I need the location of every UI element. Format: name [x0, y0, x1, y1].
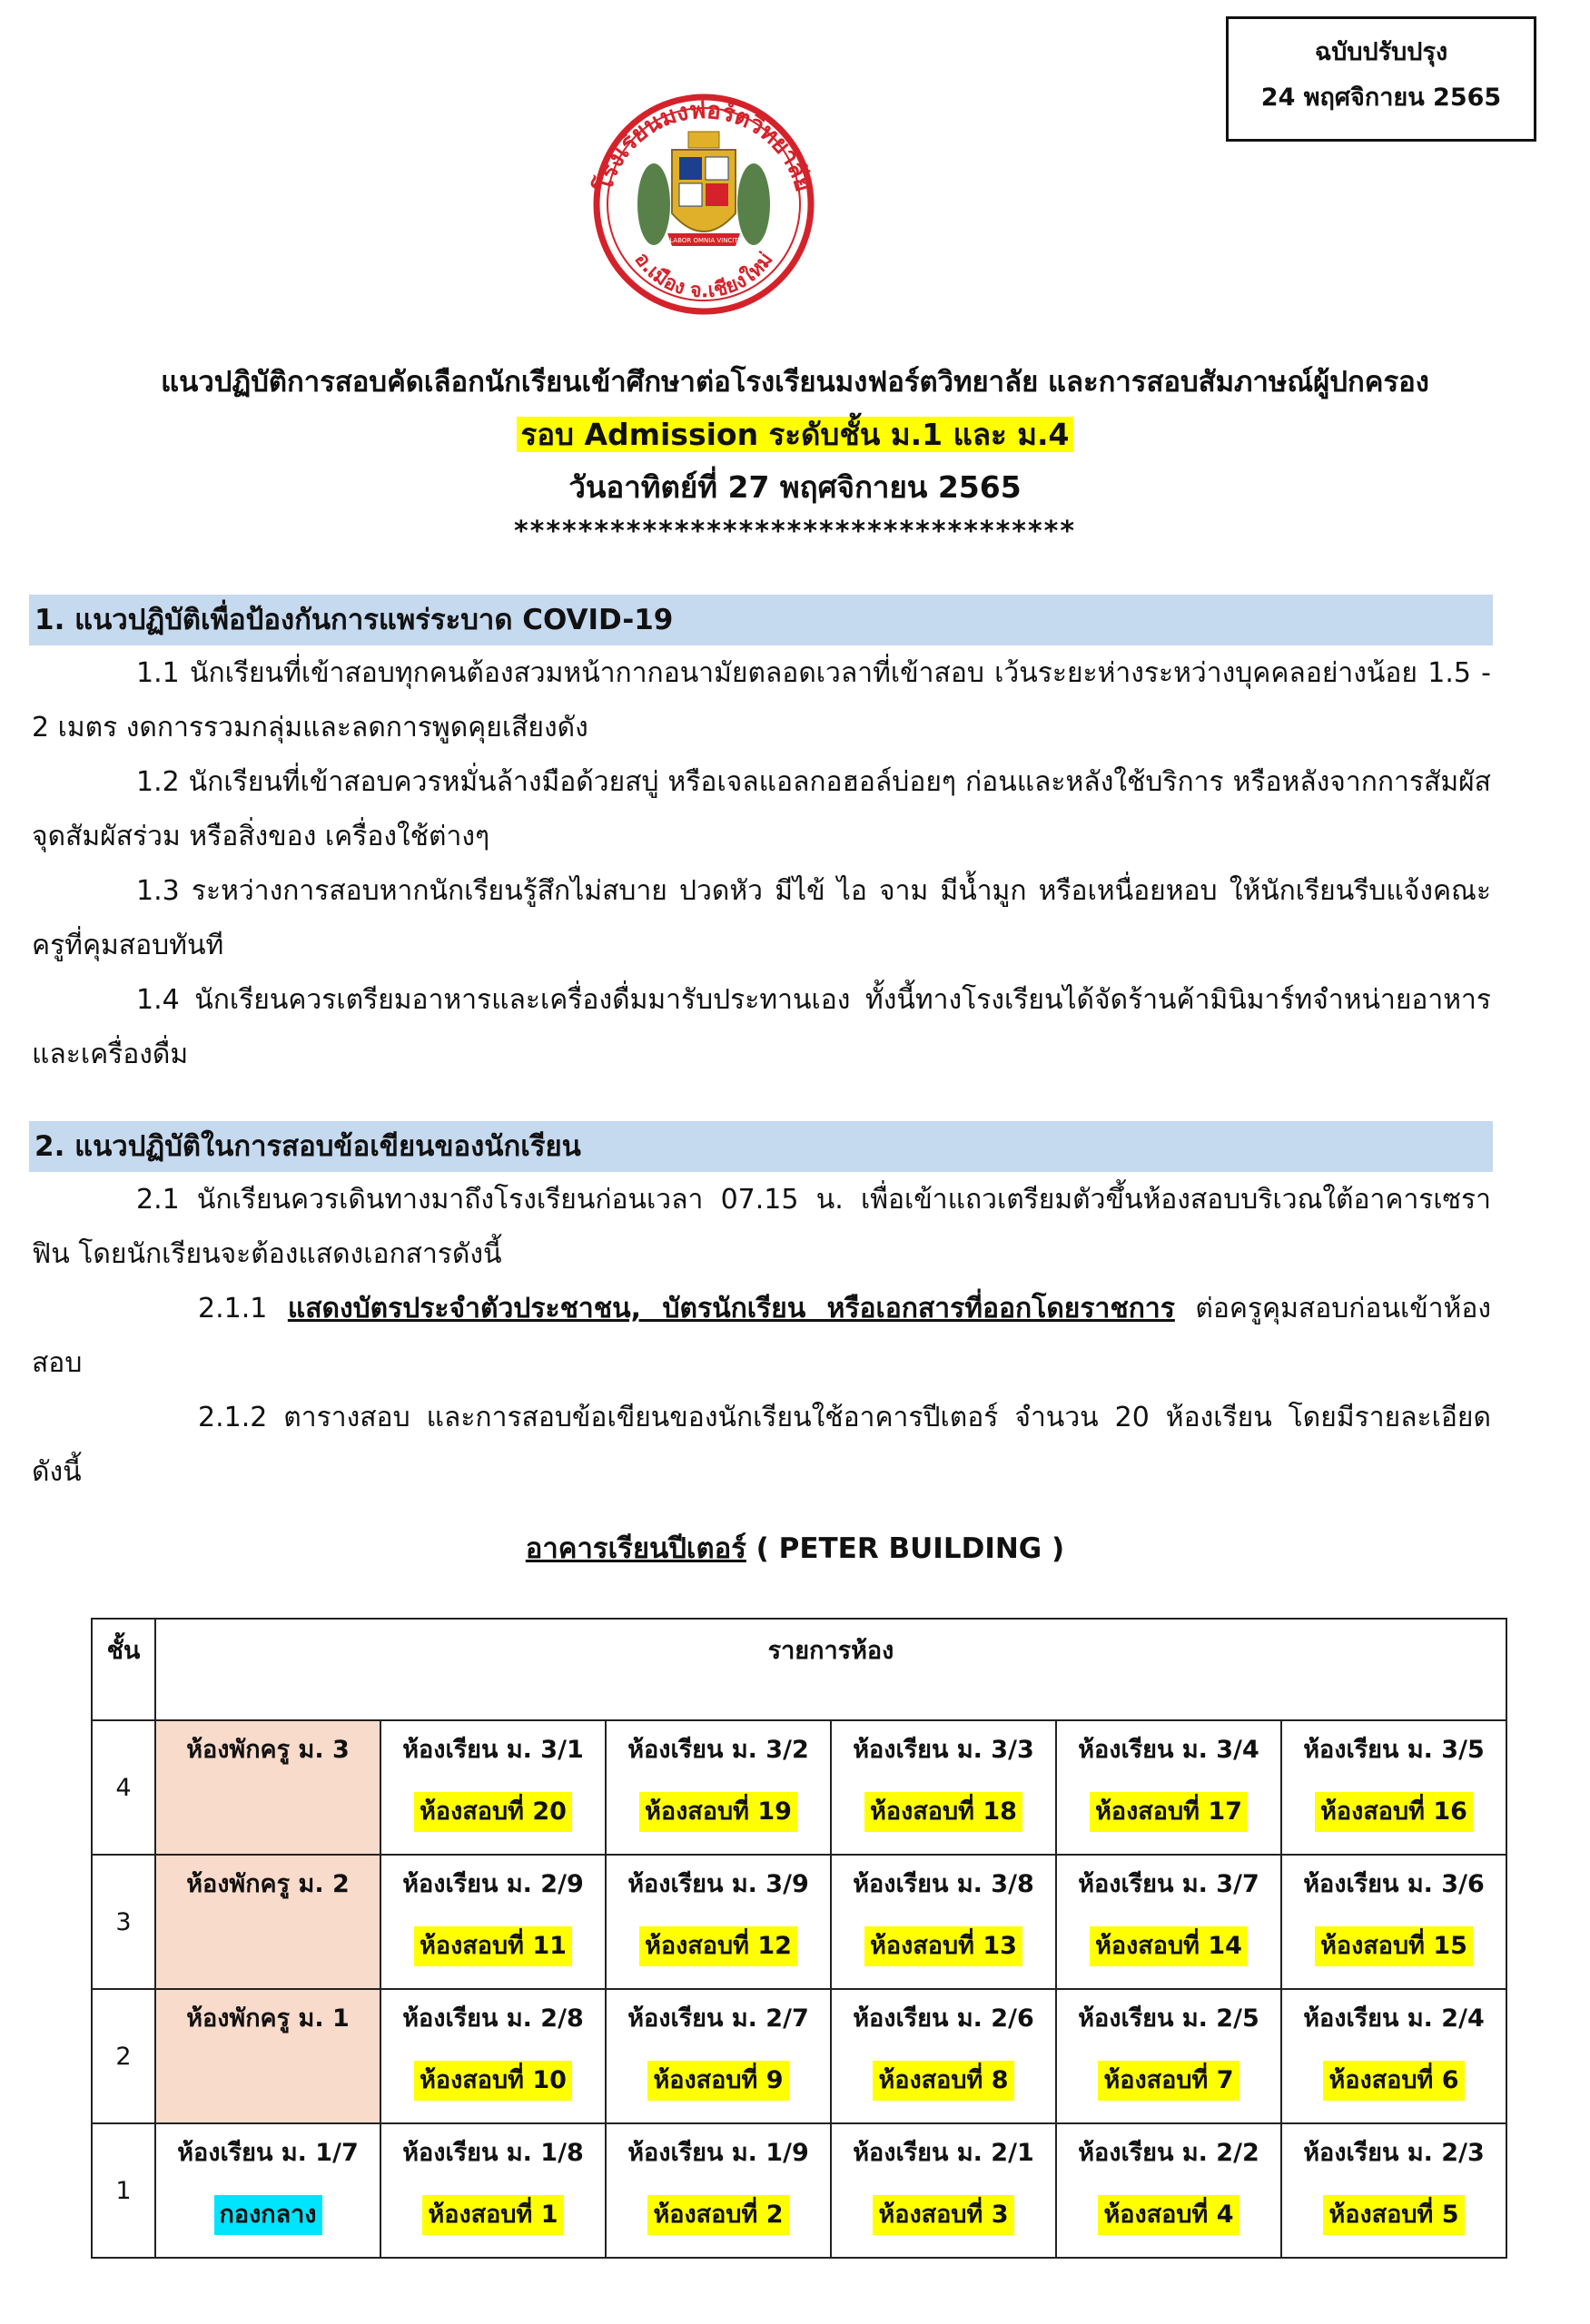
room-table — [91, 1618, 1507, 2259]
exam-room-badge: ห้องสอบที่ 16 — [1315, 1792, 1473, 1832]
floor-number: 3 — [92, 1855, 155, 1989]
room-cell — [831, 1855, 1056, 1989]
revision-label: ฉบับปรับปรุง — [1314, 38, 1448, 66]
room-cell — [380, 1989, 606, 2123]
document-title: แนวปฏิบัติการสอบคัดเลือกนักเรียนเข้าศึกษาต่อโรงเรียนมงฟอร์ตวิทยาลัย และการสอบสัมภาษณ์ผู้ปกครอง — [161, 366, 1429, 399]
room-name: ห้องเรียน ม. 3/8 — [853, 1870, 1034, 1898]
logo-arc-text: โรงเรียนมงฟอร์ตวิทยาลัย — [590, 96, 817, 195]
rooms-header: รายการห้อง — [155, 1619, 1506, 1720]
floor-row — [92, 1989, 1506, 2123]
exam-room-badge: ห้องสอบที่ 10 — [414, 2061, 572, 2101]
exam-room-badge: ห้องสอบที่ 8 — [873, 2061, 1013, 2101]
room-cell — [1281, 2123, 1506, 2258]
room-name: ห้องเรียน ม. 2/1 — [853, 2139, 1034, 2167]
exam-room-badge: ห้องสอบที่ 6 — [1323, 2061, 1464, 2101]
room-name: ห้องเรียน ม. 3/6 — [1303, 1870, 1485, 1898]
room-name: ห้องเรียน ม. 2/3 — [1303, 2139, 1485, 2167]
room-name: ห้องเรียน ม. 1/7 — [177, 2139, 359, 2167]
room-name: ห้องเรียน ม. 2/2 — [1078, 2139, 1259, 2167]
section2-item-211: 2.1.1 แสดงบัตรประจำตัวประชาชน, บัตรนักเรียน หรือเอกสารที่ออกโดยราชการ ต่อครูคุมสอบก่อนเข้าห้องสอบ — [32, 1293, 1491, 1379]
floor-header: ชั้น — [92, 1619, 155, 1720]
logo-motto: LABOR OMNIA VINCIT — [669, 237, 738, 244]
building-title: อาคารเรียนปีเตอร์ ( PETER BUILDING ) — [525, 1532, 1065, 1565]
admission-round: รอบ Admission ระดับชั้น ม.1 และ ม.4 — [517, 417, 1072, 452]
section1-item-4: 1.4 นักเรียนควรเตรียมอาหารและเครื่องดื่มมารับประทานเอง ทั้งนี้ทางโรงเรียนได้จัดร้านค้ามินิมาร์ทจำหน่ายอาหารและเครื่องดื่ม — [32, 984, 1491, 1070]
floor-row — [92, 1855, 1506, 1989]
room-cell — [1056, 1720, 1281, 1855]
section2-item-212: 2.1.2 ตารางสอบ และการสอบข้อเขียนของนักเรียนใช้อาคารปีเตอร์ จำนวน 20 ห้องเรียน โดยมีรายละเอียด ดังนี้ — [32, 1402, 1491, 1488]
exam-room-badge: ห้องสอบที่ 4 — [1098, 2195, 1239, 2235]
room-cell — [606, 1855, 831, 1989]
floor-row — [92, 2123, 1506, 2258]
room-cell — [606, 1720, 831, 1855]
exam-room-badge: ห้องสอบที่ 2 — [647, 2195, 788, 2235]
room-name: ห้องเรียน ม. 3/3 — [853, 1736, 1034, 1764]
exam-room-badge: ห้องสอบที่ 20 — [414, 1792, 572, 1832]
room-cell — [831, 2123, 1056, 2258]
separator-stars: *********************************** — [513, 516, 1077, 547]
section1-item-2: 1.2 นักเรียนที่เข้าสอบควรหมั่นล้างมือด้วยสบู่ หรือเจลแอลกอฮอล์บ่อยๆ ก่อนและหลังใช้บริการ หรือหลังจากการสัมผัส จุดสัมผัสร่วม หรือสิ่งของ เครื่องใช้ต่างๆ — [32, 766, 1491, 852]
exam-room-badge: ห้องสอบที่ 3 — [873, 2195, 1013, 2235]
room-name: ห้องเรียน ม. 2/6 — [853, 2004, 1034, 2033]
room-cell — [380, 1855, 606, 1989]
logo-location-text: อ.เมือง จ.เชียงใหม่ — [629, 248, 778, 303]
section1-item-1: 1.1 นักเรียนที่เข้าสอบทุกคนต้องสวมหน้ากากอนามัยตลอดเวลาที่เข้าสอบ เว้นระยะห่างระหว่างบุคคลอย่างน้อย 1.5 - 2 เมตร งดการรวมกลุ่มและลดการพูดคุยเสียงดัง — [32, 657, 1491, 743]
exam-room-badge: ห้องสอบที่ 7 — [1098, 2061, 1239, 2101]
room-cell — [606, 2123, 831, 2258]
floor-number: 2 — [92, 1989, 155, 2123]
room-cell — [1056, 2123, 1281, 2258]
exam-room-badge: ห้องสอบที่ 5 — [1323, 2195, 1464, 2235]
room-name: ห้องเรียน ม. 2/4 — [1303, 2004, 1485, 2033]
exam-room-badge: ห้องสอบที่ 11 — [414, 1926, 572, 1966]
room-cell — [1056, 1989, 1281, 2123]
room-cell — [380, 1720, 606, 1855]
room-cell — [1056, 1855, 1281, 1989]
section1-heading: 1. แนวปฏิบัติเพื่อป้องกันการแพร่ระบาด COVID-19 — [29, 595, 1493, 645]
room-cell — [155, 1720, 380, 1855]
school-logo — [581, 77, 826, 327]
exam-room-badge: ห้องสอบที่ 19 — [639, 1792, 797, 1832]
required-documents: แสดงบัตรประจำตัวประชาชน, บัตรนักเรียน หรือเอกสารที่ออกโดยราชการ — [287, 1293, 1175, 1324]
room-name: ห้องเรียน ม. 3/9 — [627, 1870, 809, 1898]
room-cell — [380, 2123, 606, 2258]
room-cell — [606, 1989, 831, 2123]
room-cell — [155, 1989, 380, 2123]
room-name: ห้องพักครู ม. 3 — [186, 1736, 350, 1764]
exam-room-badge: ห้องสอบที่ 17 — [1090, 1792, 1248, 1832]
room-name: ห้องเรียน ม. 1/8 — [402, 2139, 584, 2167]
exam-room-badge: ห้องสอบที่ 1 — [422, 2195, 563, 2235]
exam-date: วันอาทิตย์ที่ 27 พฤศจิกายน 2565 — [568, 469, 1022, 505]
room-cell — [1281, 1720, 1506, 1855]
room-name: ห้องเรียน ม. 3/4 — [1078, 1736, 1259, 1764]
room-name: ห้องเรียน ม. 1/9 — [627, 2139, 809, 2167]
section2-item-1: 2.1 นักเรียนควรเดินทางมาถึงโรงเรียนก่อนเวลา 07.15 น. เพื่อเข้าแถวเตรียมตัวขึ้นห้องสอบบริเวณใต้อาคารเซราฟิน โดยนักเรียนจะต้องแสดงเอกสารดังนี้ — [32, 1184, 1491, 1270]
room-name: ห้องเรียน ม. 2/8 — [402, 2004, 584, 2033]
exam-room-badge: ห้องสอบที่ 14 — [1090, 1926, 1248, 1966]
room-cell — [155, 2123, 380, 2258]
revision-box — [1226, 16, 1536, 142]
revision-date: 24 พฤศจิกายน 2565 — [1260, 84, 1502, 112]
exam-room-badge: ห้องสอบที่ 9 — [647, 2061, 788, 2101]
room-name: ห้องพักครู ม. 2 — [186, 1870, 350, 1898]
section1-item-3: 1.3 ระหว่างการสอบหากนักเรียนรู้สึกไม่สบาย ปวดหัว มีไข้ ไอ จาม มีน้ำมูก หรือเหนื่อยหอบ ให้นักเรียนรีบแจ้งคณะครูที่คุมสอบทันที — [32, 875, 1491, 961]
room-cell — [831, 1720, 1056, 1855]
room-name: ห้องเรียน ม. 3/2 — [627, 1736, 809, 1764]
room-cell — [1281, 1989, 1506, 2123]
room-table-header — [92, 1619, 1506, 1720]
document-title-block — [0, 356, 1590, 550]
exam-room-badge: ห้องสอบที่ 13 — [864, 1926, 1022, 1966]
room-name: ห้องเรียน ม. 3/7 — [1078, 1870, 1259, 1898]
floor-row — [92, 1720, 1506, 1855]
room-cell — [831, 1989, 1056, 2123]
exam-room-badge: ห้องสอบที่ 18 — [864, 1792, 1022, 1832]
room-cell — [1281, 1855, 1506, 1989]
room-name: ห้องเรียน ม. 2/5 — [1078, 2004, 1259, 2033]
room-name: ห้องเรียน ม. 2/7 — [627, 2004, 809, 2033]
room-name: ห้องพักครู ม. 1 — [186, 2004, 350, 2033]
room-cell — [155, 1855, 380, 1989]
floor-number: 1 — [92, 2123, 155, 2258]
exam-room-badge: ห้องสอบที่ 15 — [1315, 1926, 1473, 1966]
exam-room-badge: ห้องสอบที่ 12 — [639, 1926, 797, 1966]
central-room-badge: กองกลาง — [214, 2195, 322, 2235]
room-name: ห้องเรียน ม. 3/1 — [402, 1736, 584, 1764]
room-name: ห้องเรียน ม. 2/9 — [402, 1870, 584, 1898]
floor-number: 4 — [92, 1720, 155, 1855]
room-name: ห้องเรียน ม. 3/5 — [1303, 1736, 1485, 1764]
section2-heading: 2. แนวปฏิบัติในการสอบข้อเขียนของนักเรียน — [29, 1121, 1493, 1172]
